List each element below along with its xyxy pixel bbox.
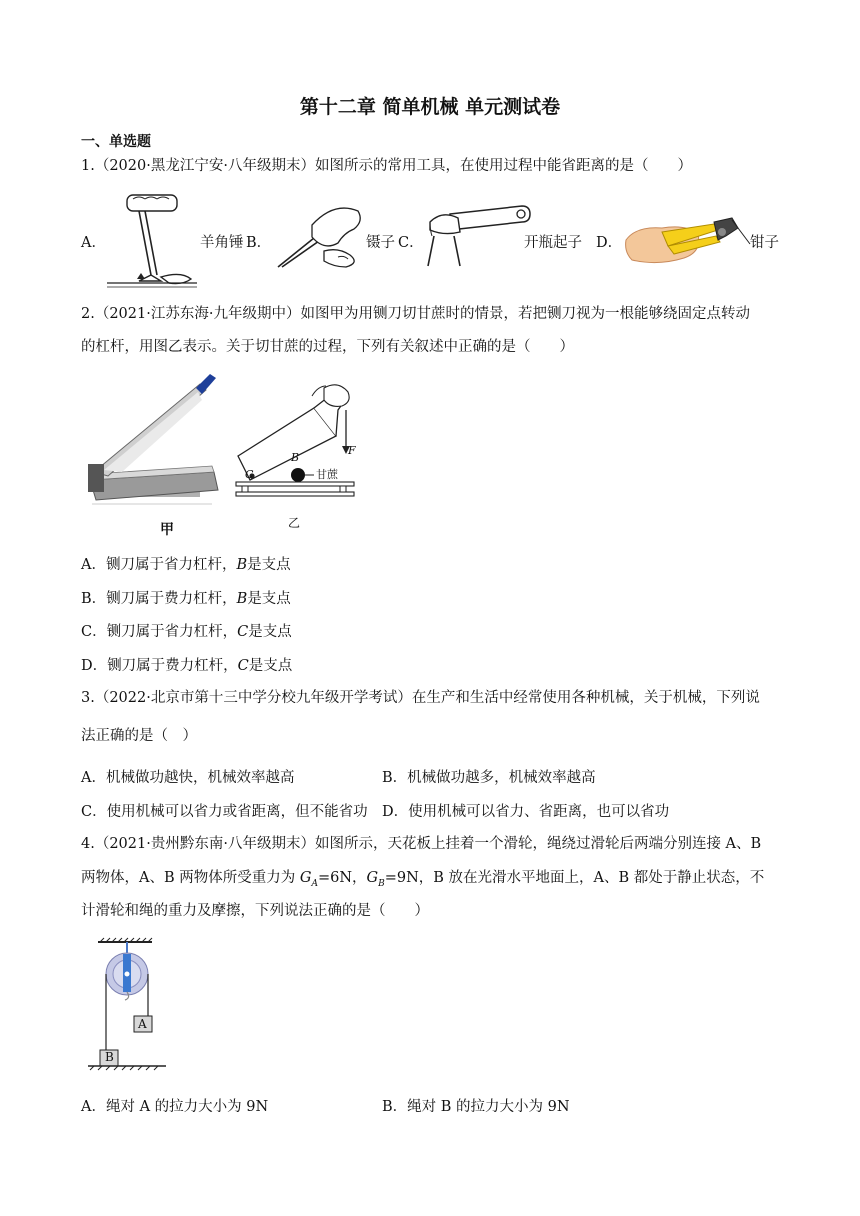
question-2-stem-line2: 的杠杆，用图乙表示。关于切甘蔗的过程，下列有关叙述中正确的是（ ）	[81, 339, 574, 355]
q3-option-d: D．使用机械可以省力、省距离，也可以省功	[382, 804, 670, 820]
figure-jia-caption: 甲	[160, 522, 174, 538]
q1-option-d-letter: D．	[596, 235, 623, 251]
q4-option-a: A．绳对 A 的拉力大小为 9N	[81, 1099, 269, 1115]
question-1-stem: 1.（2020·黑龙江宁安·八年级期末）如图所示的常用工具，在使用过程中能省距离的是（ ）	[81, 158, 692, 174]
q2-option-b: B．铡刀属于费力杠杆，B是支点	[81, 591, 291, 607]
guillotine-photo	[82, 372, 222, 514]
pulley-diagram	[88, 938, 168, 1070]
lever-label-b: B	[291, 451, 300, 464]
question-2-stem-line1: 2.（2021·江苏东海·九年级期中）如图甲为用铡刀切甘蔗时的情景，若把铡刀视为一根能够绕固定点转动	[81, 306, 750, 322]
pulley-block-a-label: A	[138, 1017, 147, 1031]
question-3-stem-line2: 法正确的是（ ）	[81, 728, 197, 744]
section-heading: 一、单选题	[81, 134, 151, 150]
q1-option-c-label: 开瓶起子	[524, 235, 582, 251]
figure-yi-caption: 乙	[288, 516, 301, 530]
question-4-stem-line2: 两物体，A、B 两物体所受重力为 $G_A=6N$，$G_B=9N$，B 放在光滑水平地面上，A、B 都处于静止状态，不	[81, 870, 765, 889]
q1-option-b-label: 镊子	[366, 235, 395, 251]
pliers-image	[622, 206, 752, 268]
question-4-stem-line3: 计滑轮和绳的重力及摩擦，下列说法正确的是（ ）	[81, 903, 429, 919]
lever-label-ganzhe: 甘蔗	[316, 468, 338, 481]
q1-option-d-label: 钳子	[750, 235, 779, 251]
q2-option-d: D．铡刀属于费力杠杆，C是支点	[81, 658, 293, 674]
q3-option-a: A．机械做功越快，机械效率越高	[81, 770, 295, 786]
question-4-stem-line1: 4.（2021·贵州黔东南·八年级期末）如图所示，天花板上挂着一个滑轮，绳绕过滑轮后两端分别连接 A、B	[81, 836, 762, 852]
q3-option-c: C．使用机械可以省力或省距离，但不能省功	[81, 804, 368, 820]
lever-label-c: C	[245, 468, 254, 481]
q2-option-a: A．铡刀属于省力杠杆，B是支点	[81, 557, 291, 573]
q1-option-a-label: 羊角锤	[200, 235, 244, 251]
lever-label-f: F	[348, 444, 356, 457]
lever-diagram	[228, 380, 368, 500]
q3-option-b: B．机械做功越多，机械效率越高	[382, 770, 596, 786]
q4-option-b: B．绳对 B 的拉力大小为 9N	[382, 1099, 570, 1115]
tweezers-image	[272, 195, 370, 271]
question-3-stem-line1: 3.（2022·北京市第十三中学分校九年级开学考试）在生产和生活中经常使用各种机械，关于机械，下列说	[81, 690, 760, 706]
claw-hammer-image	[105, 193, 200, 291]
q1-option-b-letter: B．	[246, 235, 272, 251]
q2-option-c: C．铡刀属于省力杠杆，C是支点	[81, 624, 292, 640]
bottle-opener-image	[420, 200, 532, 268]
q1-option-a-letter: A．	[81, 235, 106, 251]
q1-option-c-letter: C．	[398, 235, 424, 251]
pulley-block-b-label: B	[105, 1050, 114, 1064]
page-title: 第十二章 简单机械 单元测试卷	[299, 96, 561, 118]
